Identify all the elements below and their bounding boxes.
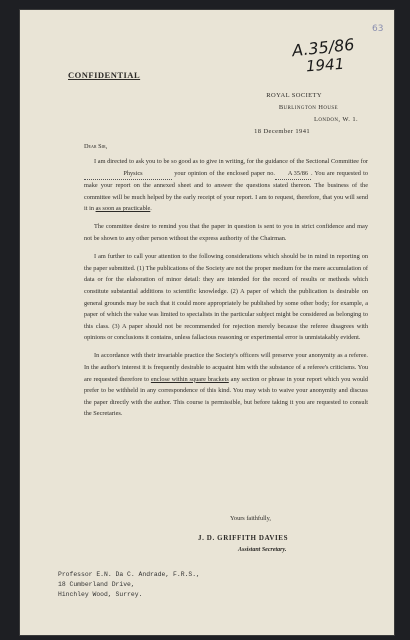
subject-field: Physics	[84, 168, 172, 181]
paper-number-field: A 35/86	[275, 168, 311, 181]
emphasis-asap: as soon as practicable	[95, 205, 151, 213]
paragraph-4: In accordance with their invariable practice the Society's officers will preserve your anonymity as a referee. In the author's interest it is frequently desirable to acquaint him with the substance of a referee's criticisms. You are requested therefore to enclose within square brackets any section or phrase in your report which you would prefer to be withheld in any correspondence of this kind. You may wish to waive your anonymity and discuss the paper directly with the author. This course is permissible, but before taking it you are requested to consult the Secretaries.	[84, 352, 369, 418]
address-line2: London, W. 1.	[313, 116, 358, 123]
signer-title: Assistant Secretary.	[238, 547, 287, 553]
address-line1: Burlington House	[278, 104, 338, 111]
paragraph-3: I am further to call your attention to the following considerations which should be in mind in reporting on the paper submitted. (1) The publications of the Society are not the proper medium for the mere accumulation of data or for the elaboration of minor detail: they are intended for the record of results or methods which constitute substantial additions to scientific knowledge. (2) A paper of which the publication is desirable on general grounds may be such that it could more appropriately be published by some other body; for example, a paper of which the value was limited to specialists in the particular subject might be considered as belonging to this class. (3) A paper should not be recommended for rejection merely because the referee disagrees with opinions or conclusions it contains, unless fallacious reasoning or experimental error is unmistakably evident.	[84, 253, 368, 342]
letter-page	[20, 10, 394, 635]
signer-name: J. D. GRIFFITH DAVIES	[198, 534, 289, 542]
handwritten-reference: A.35/86	[291, 34, 356, 61]
confidential-heading: CONFIDENTIAL	[68, 70, 141, 80]
salutation: Dear Sir,	[84, 143, 108, 150]
handwritten-year: 1941	[305, 54, 345, 76]
paragraph-1: I am directed to ask you to be so good as to give in writing, for the guidance of the Sectional Committee for Physics your opinion of the enclosed paper no. A 35/86 . You are requested to make your report on the annexed sheet and to answer the questions stated thereon. The business of the committee will be much helped by the early receipt of your report. I am to request, therefore, that you will send it in as soon as practicable.	[84, 158, 369, 213]
paragraph-2: The committee desire to remind you that the paper in question is sent to you in strict confidence and may not be shown to any other person without the express authority of the Chairman.	[84, 223, 368, 243]
closing: Yours faithfully,	[230, 515, 271, 522]
handwritten-page-number: 63	[372, 24, 384, 34]
recipient-line: 18 Cumberland Drive,	[58, 581, 135, 588]
recipient-line: Hinchley Wood, Surrey.	[58, 591, 143, 598]
recipient-line: Professor E.N. Da C. Andrade, F.R.S.,	[58, 571, 200, 578]
recipient-address	[58, 570, 200, 600]
letter-body	[84, 156, 368, 426]
letter-date: 18 December 1941	[254, 128, 310, 135]
emphasis-brackets: enclose within square brackets	[150, 375, 229, 383]
address-org: ROYAL SOCIETY	[266, 92, 322, 99]
